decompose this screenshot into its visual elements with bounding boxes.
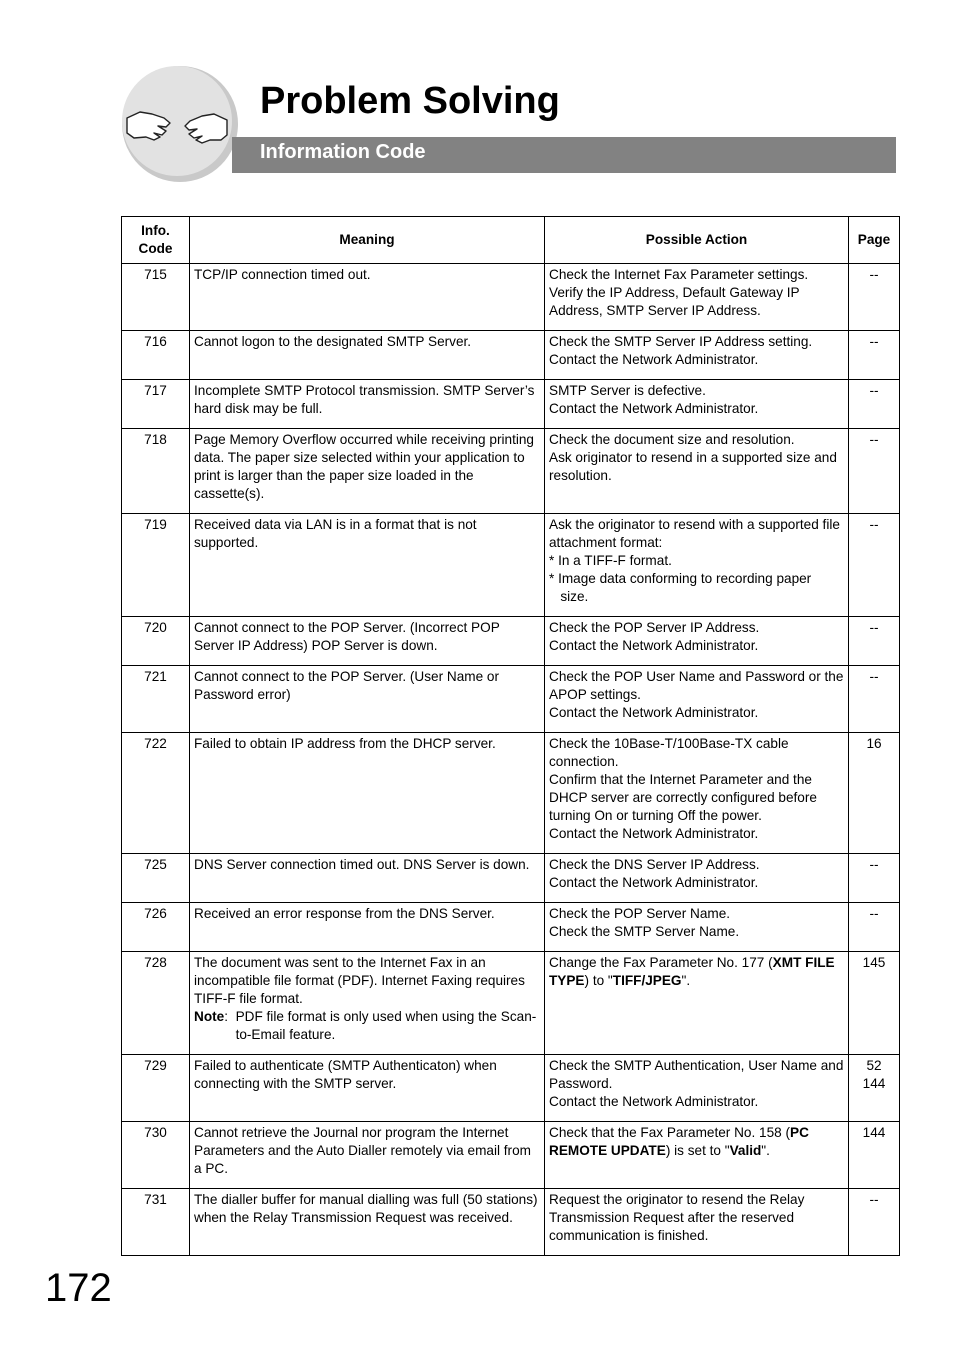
parameter-value: TIFF/JPEG (612, 973, 682, 988)
page-ref-cell: 52 144 (849, 1055, 900, 1122)
info-code-cell: 718 (122, 429, 190, 514)
meaning-cell: Failed to authenticate (SMTP Authenticaton) when connecting with the SMTP server. (190, 1055, 545, 1122)
table-row (122, 903, 900, 952)
table-row (122, 1055, 900, 1122)
action-cell: Check the SMTP Server IP Address setting. Contact the Network Administrator. (545, 331, 849, 380)
action-text: Check that the Fax Parameter No. 158 ( (549, 1125, 791, 1140)
table-row (122, 854, 900, 903)
page-title: Problem Solving (260, 80, 560, 122)
information-code-table (121, 216, 900, 1256)
column-header-page: Page (849, 217, 900, 264)
meaning-cell: Cannot logon to the designated SMTP Server. (190, 331, 545, 380)
action-cell: SMTP Server is defective. Contact the Network Administrator. (545, 380, 849, 429)
info-code-cell: 730 (122, 1122, 190, 1189)
note-label: Note (194, 1009, 225, 1024)
action-text: ". (681, 973, 691, 988)
action-cell (545, 952, 849, 1055)
page-ref-cell: 16 (849, 733, 900, 854)
table-row (122, 380, 900, 429)
action-text: ". (761, 1143, 770, 1158)
info-code-cell: 717 (122, 380, 190, 429)
note: Note: PDF file format is only used when using the Scan-to-Email feature. (194, 1008, 540, 1044)
info-code-cell: 731 (122, 1189, 190, 1256)
action-cell: Check the 10Base-T/100Base-TX cable connection. Confirm that the Internet Parameter and the DHCP server are correctly configured before turning On or turning Off the power. Contact the Network Administrator. (545, 733, 849, 854)
info-code-cell: 722 (122, 733, 190, 854)
table-row (122, 514, 900, 617)
meaning-cell: TCP/IP connection timed out. (190, 264, 545, 331)
table-row (122, 1122, 900, 1189)
info-code-cell: 728 (122, 952, 190, 1055)
section-subtitle: Information Code (260, 141, 426, 163)
meaning-cell: Failed to obtain IP address from the DHCP server. (190, 733, 545, 854)
action-cell: Request the originator to resend the Relay Transmission Request after the reserved communication is finished. (545, 1189, 849, 1256)
action-cell: Check the SMTP Authentication, User Name and Password. Contact the Network Administrator. (545, 1055, 849, 1122)
column-header-possible-action: Possible Action (545, 217, 849, 264)
info-code-cell: 726 (122, 903, 190, 952)
column-header-info-code: Info. Code (122, 217, 190, 264)
action-cell: Check the POP Server IP Address. Contact the Network Administrator. (545, 617, 849, 666)
page-ref-cell: 145 (849, 952, 900, 1055)
meaning-cell: Cannot retrieve the Journal nor program the Internet Parameters and the Auto Dialler remotely via email from a PC. (190, 1122, 545, 1189)
parameter-value: Valid (729, 1143, 762, 1158)
action-cell: Check the document size and resolution. Ask originator to resend in a supported size and resolution. (545, 429, 849, 514)
action-cell: Check the Internet Fax Parameter settings. Verify the IP Address, Default Gateway IP Address, SMTP Server IP Address. (545, 264, 849, 331)
info-code-cell: 720 (122, 617, 190, 666)
table-row (122, 733, 900, 854)
info-code-cell: 729 (122, 1055, 190, 1122)
page-number: 172 (45, 1266, 112, 1310)
action-text: Change the Fax Parameter No. 177 ( (549, 955, 773, 970)
action-cell: Check the DNS Server IP Address. Contact the Network Administrator. (545, 854, 849, 903)
table-row (122, 429, 900, 514)
info-code-cell: 719 (122, 514, 190, 617)
info-code-cell: 715 (122, 264, 190, 331)
meaning-cell (190, 952, 545, 1055)
meaning-cell: Cannot connect to the POP Server. (Incorrect POP Server IP Address) POP Server is down. (190, 617, 545, 666)
action-text: ) is set to " (665, 1143, 730, 1158)
page-ref-cell: -- (849, 666, 900, 733)
table-row (122, 952, 900, 1055)
column-header-meaning: Meaning (190, 217, 545, 264)
action-cell (545, 1122, 849, 1189)
page-ref-cell: -- (849, 903, 900, 952)
action-text: ) to " (584, 973, 613, 988)
page-ref-cell: 144 (849, 1122, 900, 1189)
meaning-cell: Received data via LAN is in a format that is not supported. (190, 514, 545, 617)
action-cell: Check the POP Server Name. Check the SMTP Server Name. (545, 903, 849, 952)
page-ref-cell: -- (849, 380, 900, 429)
page-ref-cell: -- (849, 854, 900, 903)
page-ref-cell: -- (849, 514, 900, 617)
parameter-name: PC REMOTE UPDATE (549, 1125, 809, 1158)
page-ref-cell: -- (849, 264, 900, 331)
page-ref-cell: -- (849, 429, 900, 514)
meaning-text: The document was sent to the Internet Fax in an incompatible file format (PDF). Internet Faxing requires TIFF-F file format. (194, 955, 525, 1006)
table-header-row (122, 217, 900, 264)
meaning-cell: DNS Server connection timed out. DNS Server is down. (190, 854, 545, 903)
note-text: PDF file format is only used when using the Scan-to-Email feature. (235, 1009, 537, 1042)
page-ref-cell: -- (849, 331, 900, 380)
table-row (122, 1189, 900, 1256)
info-code-cell: 725 (122, 854, 190, 903)
meaning-cell: Page Memory Overflow occurred while receiving printing data. The paper size selected within your application to print is larger than the paper size loaded in the cassette(s). (190, 429, 545, 514)
action-cell: Check the POP User Name and Password or the APOP settings. Contact the Network Administrator. (545, 666, 849, 733)
page-ref-cell: -- (849, 617, 900, 666)
info-code-cell: 721 (122, 666, 190, 733)
meaning-cell: The dialler buffer for manual dialling was full (50 stations) when the Relay Transmission Request was received. (190, 1189, 545, 1256)
action-cell: Ask the originator to resend with a supported file attachment format: * In a TIFF-F format. * Image data conforming to recording paper size. (545, 514, 849, 617)
meaning-cell: Received an error response from the DNS Server. (190, 903, 545, 952)
info-code-cell: 716 (122, 331, 190, 380)
table-row (122, 331, 900, 380)
meaning-cell: Incomplete SMTP Protocol transmission. SMTP Server’s hard disk may be full. (190, 380, 545, 429)
table-row (122, 666, 900, 733)
table-row (122, 617, 900, 666)
page-ref-cell: -- (849, 1189, 900, 1256)
parameter-name: XMT FILE TYPE (549, 955, 835, 988)
table-row (122, 264, 900, 331)
meaning-cell: Cannot connect to the POP Server. (User Name or Password error) (190, 666, 545, 733)
